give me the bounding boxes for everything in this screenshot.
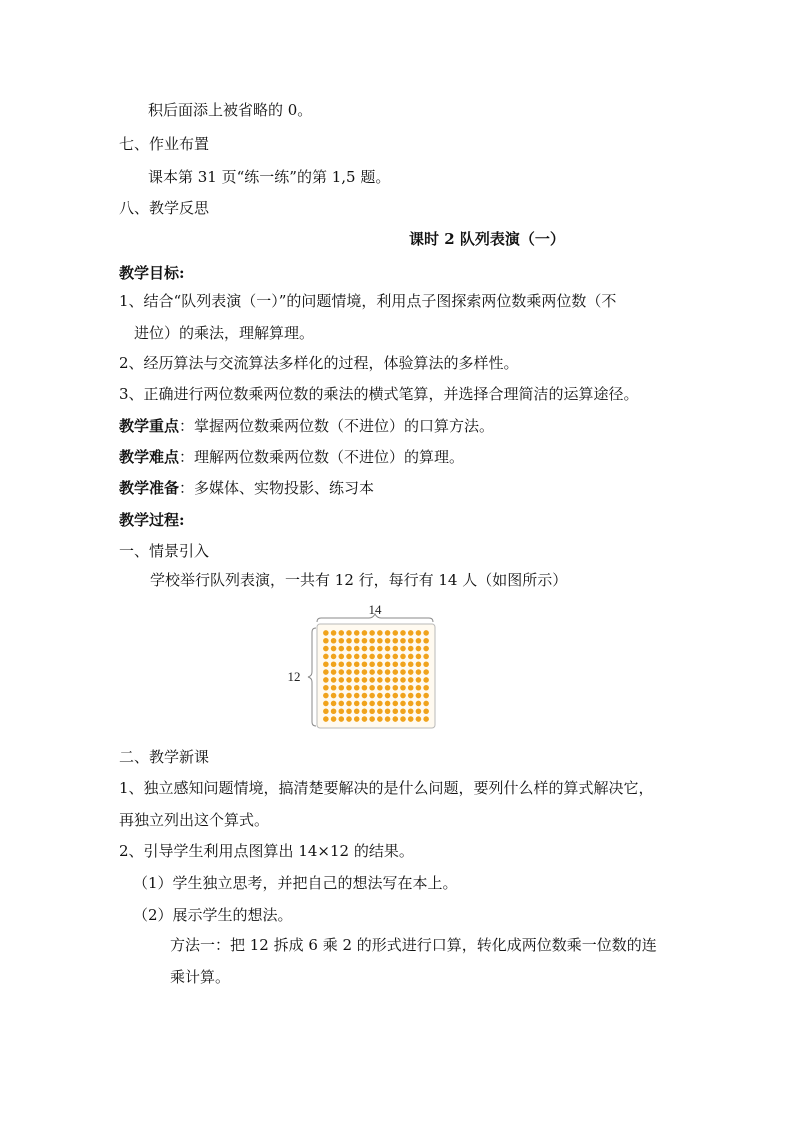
- dot: [393, 677, 399, 683]
- dot: [416, 693, 422, 699]
- dot: [354, 677, 360, 683]
- section-reflection: 八、教学反思: [119, 199, 210, 217]
- dot: [339, 701, 345, 707]
- dot: [423, 701, 429, 707]
- dot: [385, 669, 391, 675]
- lesson-title: 课时 2 队列表演（一）: [409, 230, 565, 248]
- dot: [362, 630, 368, 636]
- dot: [339, 693, 345, 699]
- difficulty-label: 教学难点: [119, 448, 180, 466]
- dot: [408, 638, 414, 644]
- dot: [354, 701, 360, 707]
- dot: [423, 677, 429, 683]
- line-continuation: 积后面添上被省略的 0。: [148, 101, 313, 119]
- dot: [416, 716, 422, 722]
- dot: [323, 654, 329, 660]
- dot: [423, 716, 429, 722]
- dot: [393, 701, 399, 707]
- dot: [339, 661, 345, 667]
- dot: [331, 661, 337, 667]
- dot: [323, 701, 329, 707]
- dot: [331, 685, 337, 691]
- step-1-line-1: 1、独立感知问题情境，搞清楚要解决的是什么问题，要列什么样的算式解决它，: [119, 779, 654, 797]
- dot: [346, 716, 352, 722]
- dot: [408, 677, 414, 683]
- dot: [423, 646, 429, 652]
- dot: [416, 677, 422, 683]
- dot: [385, 646, 391, 652]
- dot: [362, 677, 368, 683]
- dot: [346, 669, 352, 675]
- dot: [377, 646, 383, 652]
- dot: [331, 630, 337, 636]
- dot: [377, 638, 383, 644]
- dot: [369, 654, 375, 660]
- dot: [423, 630, 429, 636]
- dot: [354, 646, 360, 652]
- step-2-sub-1: （1）学生独立思考，并把自己的想法写在本上。: [133, 874, 458, 892]
- dot: [416, 669, 422, 675]
- dot: [339, 716, 345, 722]
- dot: [323, 669, 329, 675]
- dot: [362, 654, 368, 660]
- dot: [408, 716, 414, 722]
- dot: [369, 708, 375, 714]
- dot: [400, 693, 406, 699]
- dot: [331, 716, 337, 722]
- dot: [323, 661, 329, 667]
- dot: [362, 638, 368, 644]
- dot: [339, 630, 345, 636]
- dot: [362, 661, 368, 667]
- dot: [354, 669, 360, 675]
- dot: [416, 661, 422, 667]
- dot: [377, 654, 383, 660]
- dot: [408, 693, 414, 699]
- dot: [354, 638, 360, 644]
- dot: [385, 654, 391, 660]
- dot: [362, 701, 368, 707]
- dot: [362, 716, 368, 722]
- dot: [323, 638, 329, 644]
- left-brace: [308, 628, 316, 726]
- difficulty-text: ：理解两位数乘两位数（不进位）的算理。: [179, 448, 465, 466]
- dot: [423, 661, 429, 667]
- dot: [400, 669, 406, 675]
- dot: [416, 701, 422, 707]
- dot: [416, 638, 422, 644]
- dot: [393, 693, 399, 699]
- dot: [377, 630, 383, 636]
- dot: [377, 701, 383, 707]
- dot: [354, 716, 360, 722]
- goal-3: 3、正确进行两位数乘两位数的乘法的横式笔算，并选择合理简洁的运算途径。: [119, 385, 639, 403]
- dot: [362, 693, 368, 699]
- dot: [323, 708, 329, 714]
- dot: [423, 669, 429, 675]
- dot: [346, 701, 352, 707]
- dot: [369, 685, 375, 691]
- dot: [423, 638, 429, 644]
- dot: [362, 708, 368, 714]
- dot: [400, 708, 406, 714]
- dot: [377, 685, 383, 691]
- dot: [346, 661, 352, 667]
- dot: [400, 646, 406, 652]
- dot: [369, 646, 375, 652]
- dot: [331, 669, 337, 675]
- dot: [323, 630, 329, 636]
- dot: [354, 630, 360, 636]
- dot: [346, 638, 352, 644]
- dot: [369, 716, 375, 722]
- dot: [354, 661, 360, 667]
- step-1-line-2: 再独立列出这个算式。: [119, 811, 270, 829]
- dot: [354, 654, 360, 660]
- dot: [362, 669, 368, 675]
- dot: [393, 708, 399, 714]
- dot: [346, 654, 352, 660]
- goals-heading: 教学目标:: [119, 264, 185, 282]
- dot: [346, 685, 352, 691]
- dot: [400, 701, 406, 707]
- dot: [393, 716, 399, 722]
- dot: [369, 638, 375, 644]
- dot: [385, 685, 391, 691]
- dot: [377, 677, 383, 683]
- dot: [339, 646, 345, 652]
- dot: [385, 638, 391, 644]
- dot: [423, 693, 429, 699]
- dot: [369, 693, 375, 699]
- dot: [339, 654, 345, 660]
- dot: [331, 693, 337, 699]
- dot: [346, 646, 352, 652]
- dot: [400, 630, 406, 636]
- dot: [385, 701, 391, 707]
- dot: [408, 701, 414, 707]
- dot-array-svg: [285, 600, 445, 735]
- dot: [416, 630, 422, 636]
- dot: [423, 654, 429, 660]
- key-point-label: 教学重点: [119, 417, 180, 435]
- difficulty: [119, 447, 464, 467]
- dot: [400, 638, 406, 644]
- dot: [400, 677, 406, 683]
- dot: [323, 646, 329, 652]
- goal-2: 2、经历算法与交流算法多样化的过程，体验算法的多样性。: [119, 354, 519, 372]
- dot: [385, 677, 391, 683]
- dot: [400, 716, 406, 722]
- dot: [346, 677, 352, 683]
- dot: [400, 685, 406, 691]
- dot: [369, 630, 375, 636]
- dot: [331, 677, 337, 683]
- section-new-lesson: 二、教学新课: [119, 748, 210, 766]
- section-intro: 一、情景引入: [119, 542, 210, 560]
- dot: [346, 708, 352, 714]
- preparation: [119, 478, 374, 498]
- dot: [354, 693, 360, 699]
- dot: [369, 677, 375, 683]
- dot: [339, 677, 345, 683]
- key-point-text: ：掌握两位数乘两位数（不进位）的口算方法。: [179, 417, 495, 435]
- dot: [339, 685, 345, 691]
- dot: [385, 708, 391, 714]
- dot: [339, 638, 345, 644]
- dot: [377, 669, 383, 675]
- dot: [393, 638, 399, 644]
- dot: [393, 661, 399, 667]
- dot: [331, 701, 337, 707]
- dot: [377, 693, 383, 699]
- dot: [423, 685, 429, 691]
- dot: [400, 654, 406, 660]
- preparation-label: 教学准备: [119, 479, 180, 497]
- dot: [331, 654, 337, 660]
- step-2-sub-2: （2）展示学生的想法。: [133, 906, 293, 924]
- dot: [339, 708, 345, 714]
- dot: [346, 630, 352, 636]
- dot: [385, 630, 391, 636]
- dot: [408, 669, 414, 675]
- dot: [393, 646, 399, 652]
- dot: [354, 708, 360, 714]
- dot: [408, 654, 414, 660]
- dot: [416, 646, 422, 652]
- process-heading: 教学过程:: [119, 511, 185, 529]
- intro-text: 学校举行队列表演，一共有 12 行，每行有 14 人（如图所示）: [150, 571, 568, 589]
- section-homework: 七、作业布置: [119, 135, 210, 153]
- dot: [408, 708, 414, 714]
- dot: [385, 693, 391, 699]
- step-2: 2、引导学生利用点图算出 14×12 的结果。: [119, 842, 414, 860]
- dot: [408, 685, 414, 691]
- dot: [408, 646, 414, 652]
- rows-label: 12: [287, 669, 301, 684]
- dot-array-figure: [285, 600, 445, 735]
- dot: [354, 685, 360, 691]
- goal-1-line-2: 进位）的乘法，理解算理。: [134, 324, 315, 342]
- dot: [323, 716, 329, 722]
- method-1-line-2: 乘计算。: [170, 968, 231, 986]
- dot: [393, 654, 399, 660]
- dot: [331, 646, 337, 652]
- dot: [408, 630, 414, 636]
- dot: [323, 693, 329, 699]
- dot: [369, 661, 375, 667]
- dot: [331, 708, 337, 714]
- dot: [362, 646, 368, 652]
- dot: [400, 661, 406, 667]
- dot: [331, 638, 337, 644]
- key-point: [119, 416, 494, 436]
- preparation-text: ：多媒体、实物投影、练习本: [179, 479, 375, 497]
- dot: [369, 669, 375, 675]
- dot: [416, 708, 422, 714]
- dot: [377, 716, 383, 722]
- dot: [393, 630, 399, 636]
- columns-label: 14: [368, 602, 382, 617]
- dot: [323, 685, 329, 691]
- dot: [369, 701, 375, 707]
- dot: [423, 708, 429, 714]
- dot: [339, 669, 345, 675]
- dot: [393, 685, 399, 691]
- goal-1-line-1: 1、结合“队列表演（一）”的问题情境，利用点子图探索两位数乘两位数（不: [119, 292, 617, 310]
- method-1-line-1: 方法一：把 12 拆成 6 乘 2 的形式进行口算，转化成两位数乘一位数的连: [170, 936, 657, 954]
- dot: [385, 716, 391, 722]
- dot: [346, 693, 352, 699]
- dot: [362, 685, 368, 691]
- dot: [416, 654, 422, 660]
- dot: [323, 677, 329, 683]
- dot: [385, 661, 391, 667]
- dot: [393, 669, 399, 675]
- dot: [377, 661, 383, 667]
- dot: [416, 685, 422, 691]
- dot: [377, 708, 383, 714]
- dot: [408, 661, 414, 667]
- homework-text: 课本第 31 页“练一练”的第 1,5 题。: [148, 168, 391, 186]
